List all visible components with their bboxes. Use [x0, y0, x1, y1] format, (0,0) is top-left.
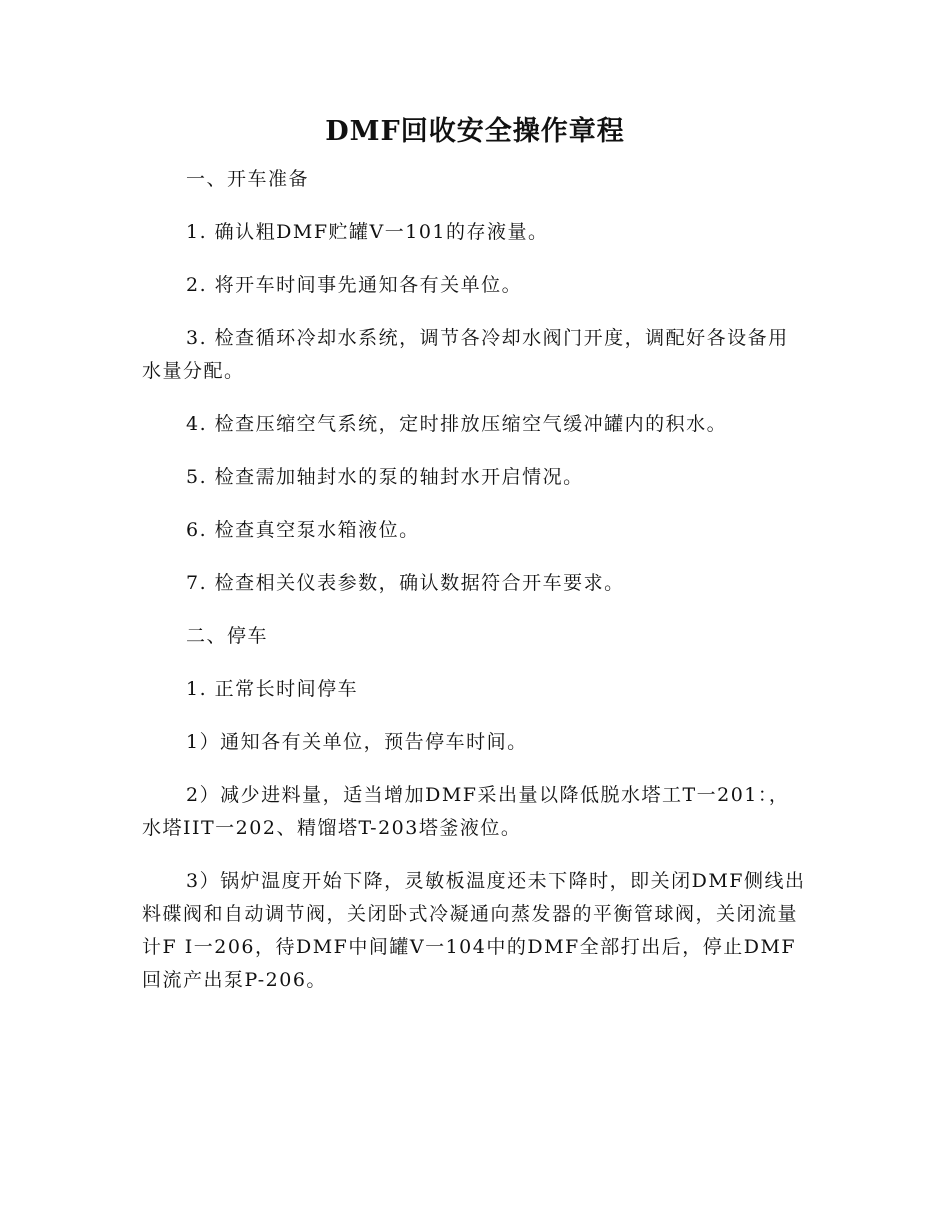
paragraph: 2. 将开车时间事先通知各有关单位。 [186, 274, 523, 296]
section-heading-shutdown: 二、停车 [186, 625, 269, 647]
paragraph: 1）通知各有关单位，预告停车时间。 [186, 731, 528, 753]
paragraph: 4. 检查压缩空气系统，定时排放压缩空气缓冲罐内的积水。 [186, 413, 728, 435]
paragraph: 6. 检查真空泵水箱液位。 [186, 519, 420, 541]
paragraph: 3. 检查循环冷却水系统，调节各冷却水阀门开度，调配好各设备用水量分配。 [142, 327, 789, 382]
section-heading-startup-prep: 一、开车准备 [186, 168, 310, 190]
document-body [142, 163, 808, 997]
paragraph: 7. 检查相关仪表参数，确认数据符合开车要求。 [186, 572, 625, 594]
subsection-heading: 1. 正常长时间停车 [186, 678, 359, 700]
paragraph: 2）减少进料量，适当增加DMF采出量以降低脱水塔工T一201：，水塔IIT一202、精馏塔T-203塔釜液位。 [142, 784, 790, 839]
paragraph: 1. 确认粗DMF贮罐V一101的存液量。 [186, 221, 549, 243]
document-title: DMF回收安全操作章程 [325, 116, 625, 147]
paragraph: 5. 检查需加轴封水的泵的轴封水开启情况。 [186, 466, 584, 488]
paragraph: 3）锅炉温度开始下降，灵敏板温度还未下降时，即关闭DMF侧线出料碟阀和自动调节阀，关闭卧式冷凝通向蒸发器的平衡管球阀，关闭流量计F I一206，待DMF中间罐V一104中的DMF全部打出后，停止DMF回流产出泵P-206。 [142, 870, 806, 991]
